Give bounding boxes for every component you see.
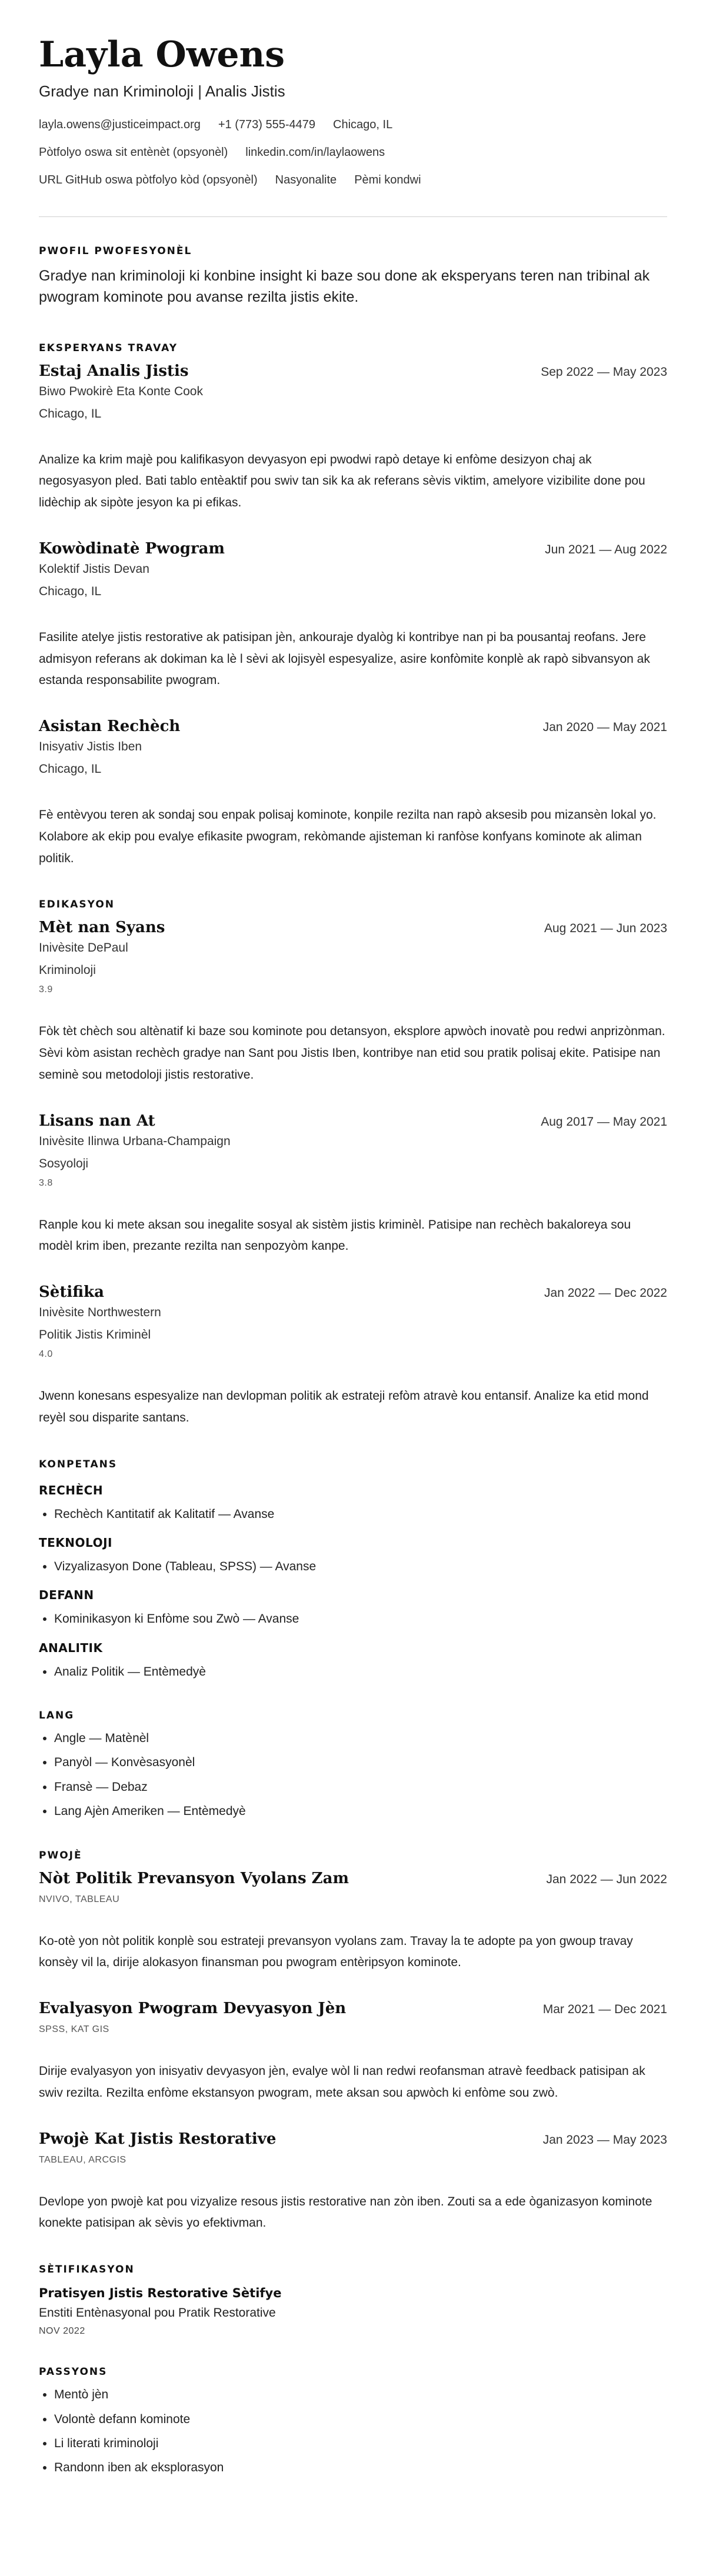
interests-heading: PASSYONS [39, 2366, 108, 2378]
education-description: Ranple kou ki mete aksan sou inegalite sosyal ak sistèm jistis kriminèl. Patisipe nan rechèch bakaloreya sou modèl krim iben, prezante rezilta nan senpozyòm kanpe. [39, 1217, 631, 1253]
project-description: Ko-otè yon nòt politik konplè sou estrateji prevansyon vyolans zam. Travay la te adopte pa yon gwoup travay konsèy vil la, dirije alokasyon finansman pou pwogram entèripsyon kominote. [39, 1934, 633, 1970]
experience-item [39, 718, 667, 869]
job-location: Chicago, IL [39, 406, 102, 421]
project-title: Nòt Politik Prevansyon Vyolans Zam [39, 1869, 349, 1887]
project-title: Evalyasyon Pwogram Devyasyon Jèn [39, 2000, 347, 2018]
interest-item: • Randonn iben ak eksplorasyon [54, 2459, 667, 2476]
job-dates: Jan 2020 — May 2021 [542, 720, 667, 734]
education-heading: EDIKASYON [39, 899, 115, 911]
certifications-heading: SÈTIFIKASYON [39, 2264, 135, 2276]
skill-category: ANALITIK [39, 1640, 103, 1655]
project-tools: SPSS, KAT GIS [39, 2024, 109, 2035]
project-description: Devlope yon pwojè kat pou vizyalize resous jistis restorative nan zòn iben. Zouti sa a ede òganizasyon kominote konekte patisipan ak sèvis yo efektivman. [39, 2194, 652, 2230]
education-description: Fòk tèt chèch sou altènatif ki baze sou kominote pou detansyon, eksplore apwòch inovatè pou redwi anprizònman. Sèvi kòm asistan rechèch gradye nan Sant pou Jistis Iben, kontribye nan etid sou pratik polisaj ekite. Patisipe nan seminè sou metodoloji jistis restorative. [39, 1025, 665, 1082]
language-item: • Angle — Matènèl [54, 1730, 667, 1747]
job-location: Chicago, IL [39, 762, 102, 776]
profile-summary: Gradye nan kriminoloji ki konbine insight ki baze sou done ak eksperyans teren nan tribinal ak pwogram kominote pou avanse rezilta jistis ekite. [39, 268, 650, 306]
project-dates: Jan 2023 — May 2023 [542, 2133, 667, 2147]
project-dates: Jan 2022 — Jun 2022 [546, 1872, 667, 1886]
skill-category: RECHÈCH [39, 1483, 104, 1497]
contact-row [39, 118, 667, 132]
certification-issuer: Enstiti Entènasyonal pou Pratik Restorative [39, 2306, 276, 2320]
job-dates: Jun 2021 — Aug 2022 [545, 542, 667, 556]
skills-heading: KONPETANS [39, 1458, 118, 1470]
gpa: 3.9 [39, 985, 53, 995]
skill-item: • Analiz Politik — Entèmedyè [54, 1663, 667, 1680]
project-item [39, 2000, 667, 2104]
language-item: • Fransè — Debaz [54, 1778, 667, 1796]
education-section [39, 899, 667, 1429]
nationality-text: Nasyonalite [275, 173, 337, 186]
degree-title: Sètifika [39, 1283, 104, 1301]
job-title: Estaj Analis Jistis [39, 362, 189, 380]
portfolio-link[interactable]: Pòtfolyo oswa sit entènèt (opsyonèl) [39, 146, 228, 159]
degree-title: Mèt nan Syans [39, 919, 165, 937]
skill-item: • Rechèch Kantitatif ak Kalitatif — Avanse [54, 1506, 667, 1523]
profile-heading: PWOFIL PWOFESYONÈL [39, 245, 192, 257]
education-item [39, 1283, 667, 1429]
projects-section [39, 1850, 667, 2235]
certifications-section [39, 2264, 667, 2337]
degree-dates: Jan 2022 — Dec 2022 [544, 1286, 667, 1300]
skill-item: • Kominikasyon ki Enfòme sou Zwò — Avanse [54, 1610, 667, 1627]
employer: Kolektif Jistis Devan [39, 562, 149, 576]
email-link[interactable]: layla.owens@justiceimpact.org [39, 118, 201, 131]
interest-item: • Mentò jèn [54, 2386, 667, 2403]
experience-section [39, 342, 667, 870]
certification-title: Pratisyen Jistis Restorative Sètifye [39, 2286, 282, 2301]
linkedin-link[interactable]: linkedin.com/in/laylaowens [245, 146, 385, 159]
job-location: Chicago, IL [39, 584, 102, 598]
project-title: Pwojè Kat Jistis Restorative [39, 2130, 277, 2148]
degree-dates: Aug 2017 — May 2021 [541, 1115, 667, 1129]
candidate-name: Layla Owens [39, 34, 285, 75]
education-item [39, 1112, 667, 1258]
field-of-study: Kriminoloji [39, 963, 96, 977]
gpa: 4.0 [39, 1349, 53, 1359]
extra-info-row [39, 173, 667, 187]
skills-section [39, 1459, 667, 1681]
school-name: Inivèsite Northwestern [39, 1306, 161, 1319]
certification-date: NOV 2022 [39, 2326, 85, 2337]
job-description: Fasilite atelye jistis restorative ak patisipan jèn, ankouraje dyalòg ki kontribye nan pi ba pousantaj reofans. Jere admisyon referans ak dokiman ka lè l sèvi ak lojisyèl espesyalize, asire konfòmite konplè ak rapò sibvansyon ak estanda responsabilite pwogram. [39, 630, 650, 688]
language-item: • Lang Ajèn Ameriken — Entèmedyè [54, 1803, 667, 1820]
project-tools: TABLEAU, ARCGIS [39, 2154, 126, 2165]
degree-title: Lisans nan At [39, 1112, 155, 1130]
languages-section [39, 1710, 667, 1820]
school-name: Inivèsite DePaul [39, 941, 128, 955]
field-of-study: Politik Jistis Kriminèl [39, 1328, 151, 1342]
employer: Biwo Pwokirè Eta Konte Cook [39, 384, 203, 398]
skill-item: • Vizyalizasyon Done (Tableau, SPSS) — Avanse [54, 1558, 667, 1575]
school-name: Inivèsite Ilinwa Urbana-Champaign [39, 1134, 231, 1148]
gpa: 3.8 [39, 1177, 53, 1188]
employer: Inisyativ Jistis Iben [39, 740, 142, 753]
location-text: Chicago, IL [333, 118, 393, 131]
interests-section [39, 2366, 667, 2477]
job-title: Kowòdinatè Pwogram [39, 539, 225, 558]
experience-item [39, 362, 667, 514]
education-description: Jwenn konesans espesyalize nan devlopman politik ak estrateji refòm atravè kou entansif. Analize ka etid mond reyèl sou disparite santans. [39, 1389, 649, 1424]
interest-item: • Volontè defann kominote [54, 2411, 667, 2428]
field-of-study: Sosyoloji [39, 1156, 89, 1170]
skill-category: TEKNOLOJI [39, 1535, 112, 1550]
project-item [39, 1870, 667, 1974]
experience-heading: EKSPERYANS TRAVAY [39, 342, 178, 354]
degree-dates: Aug 2021 — Jun 2023 [544, 922, 667, 936]
interest-item: • Li literati kriminoloji [54, 2435, 667, 2452]
links-row [39, 146, 667, 159]
driving-permit-text: Pèmi kondwi [354, 173, 421, 186]
candidate-title: Gradye nan Kriminoloji | Analis Jistis [39, 82, 285, 100]
job-title: Asistan Rechèch [39, 718, 181, 735]
github-link[interactable]: URL GitHub oswa pòtfolyo kòd (opsyonèl) [39, 173, 258, 186]
experience-item [39, 540, 667, 692]
header-divider [39, 216, 667, 217]
project-description: Dirije evalyasyon yon inisyativ devyasyon jèn, evalye wòl li nan redwi reofansman atravè feedback patisipan ak swiv rezilta. Rezilta enfòme ekstansyon pwogram, mete aksan sou apwòch ki enfòme sou zwò. [39, 2064, 645, 2100]
projects-heading: PWOJÈ [39, 1849, 82, 1861]
skill-category: DEFANN [39, 1588, 94, 1603]
job-dates: Sep 2022 — May 2023 [541, 365, 667, 379]
languages-heading: LANG [39, 1710, 75, 1722]
language-item: • Panyòl — Konvèsasyonèl [54, 1754, 667, 1771]
project-tools: NVIVO, TABLEAU [39, 1894, 120, 1904]
phone-number: +1 (773) 555-4479 [218, 118, 316, 131]
project-item [39, 2130, 667, 2235]
job-description: Analize ka krim majè pou kalifikasyon devyasyon epi pwodwi rapò detaye ki enfòme desizyon chaj ak negosyasyon pled. Bati tablo entèaktif pou swiv tan sik ka ak referans sèvis viktim, amelyore vizibilite done pou lidèchip ak sipòte jesyon ka pi efikas. [39, 452, 645, 509]
education-item [39, 919, 667, 1086]
project-dates: Mar 2021 — Dec 2021 [542, 2003, 667, 2017]
job-description: Fè entèvyou teren ak sondaj sou enpak polisaj kominote, konpile rezilta nan rapò aksesib pou mizansèn lokal yo. Kolabore ak ekip pou evalye efikasite pwogram, rekòmande ajisteman ki ranfòse konfyans kominote ak aliman politik. [39, 808, 657, 865]
